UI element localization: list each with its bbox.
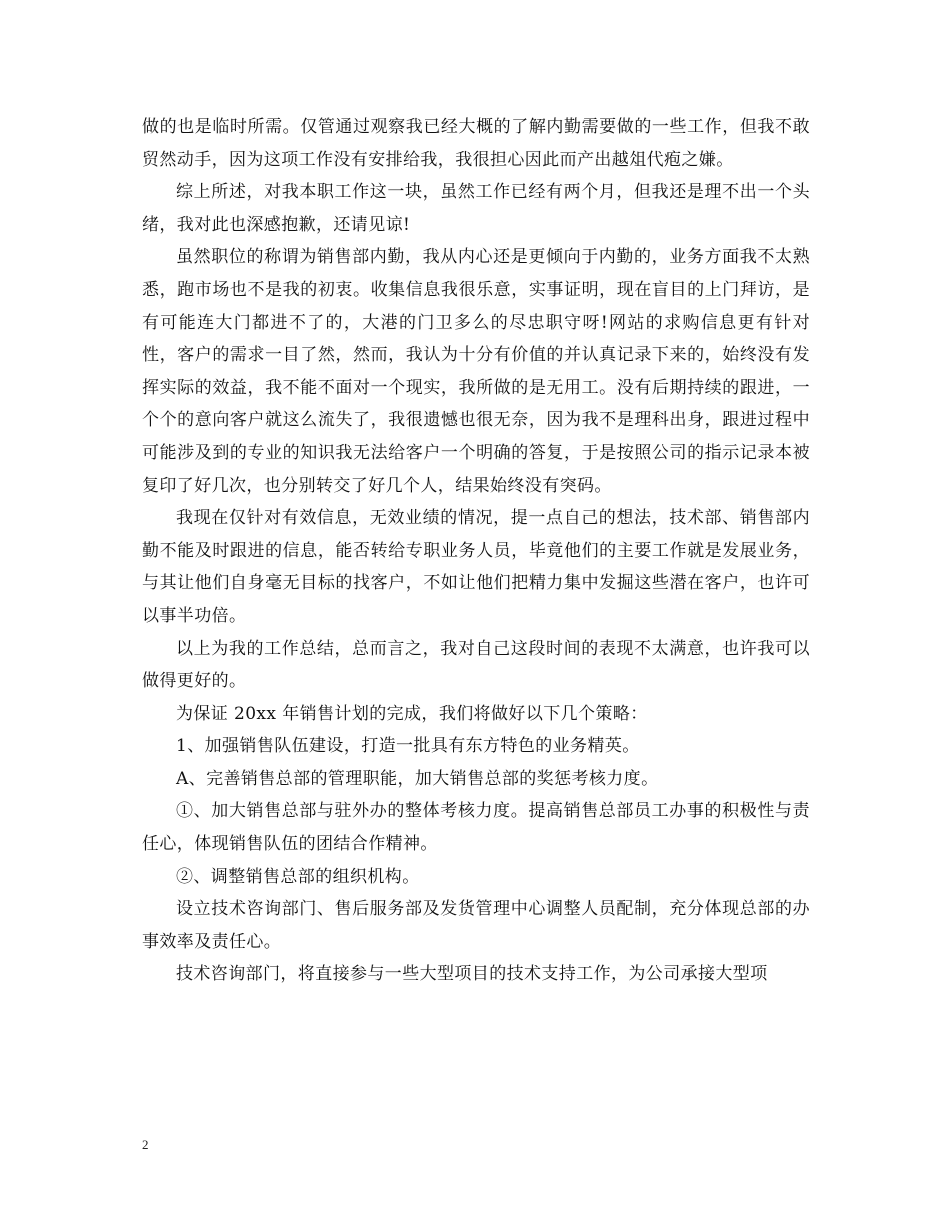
paragraph: ①、加大销售总部与驻外办的整体考核力度。提高销售总部员工办事的积极性与责任心，体现销售队伍的团结合作精神。: [142, 801, 810, 855]
paragraph: A、完善销售总部的管理职能，加大销售总部的奖惩考核力度。: [176, 768, 659, 789]
paragraph: ②、调整销售总部的组织机构。: [176, 866, 420, 887]
page-number: 2: [142, 1137, 149, 1152]
paragraph: 为保证 20xx 年销售计划的完成，我们将做好以下几个策略：: [176, 703, 648, 724]
paragraph: 综上所述，对我本职工作这一块，虽然工作已经有两个月，但我还是理不出一个头绪，我对此也深感抱歉，还请见谅!: [142, 182, 810, 235]
paragraph: 做的也是临时所需。仅管通过观察我已经大概的了解内勤需要做的一些工作，但我不敢贸然动手，因为这项工作没有安排给我，我很担心因此而产出越俎代疱之嫌。: [142, 117, 810, 170]
paragraph: 技术咨询部门，将直接参与一些大型项目的技术支持工作，为公司承接大型项: [176, 964, 768, 985]
paragraph: 设立技术咨询部门、售后服务部及发货管理中心调整人员配制，充分体现总部的办事效率及责任心。: [142, 899, 810, 952]
paragraph: 虽然职位的称谓为销售部内勤，我从内心还是更倾向于内勤的，业务方面我不太熟悉，跑市场也不是我的初衷。收集信息我很乐意，实事证明，现在盲目的上门拜访，是有可能连大门都进不了的，大港的门卫多么的尽忠职守呀!网站的求购信息更有针对性，客户的需求一目了然，然而，我认为十分有价值的并认真记录下来的，始终没有发挥实际的效益，我不能不面对一个现实，我所做的是无用工。没有后期持续的跟进，一个个的意向客户就这么流失了，我很遗憾也很无奈，因为我不是理科出身，跟进过程中可能涉及到的专业的知识我无法给客户一个明确的答复，于是按照公司的指示记录本被复印了好几次，也分别转交了好几个人，结果始终没有突码。: [142, 247, 810, 496]
document-body: [142, 111, 810, 991]
paragraph: 我现在仅针对有效信息，无效业绩的情况，提一点自己的想法，技术部、销售部内勤不能及时跟进的信息，能否转给专职业务人员，毕竟他们的主要工作就是发展业务，与其让他们自身毫无目标的找客户，不如让他们把精力集中发掘这些潜在客户，也许可以事半功倍。: [142, 508, 810, 626]
paragraph: 1、加强销售队伍建设，打造一批具有东方特色的业务精英。: [176, 736, 640, 757]
paragraph: 以上为我的工作总结，总而言之，我对自己这段时间的表现不太满意，也许我可以做得更好的。: [142, 638, 810, 692]
